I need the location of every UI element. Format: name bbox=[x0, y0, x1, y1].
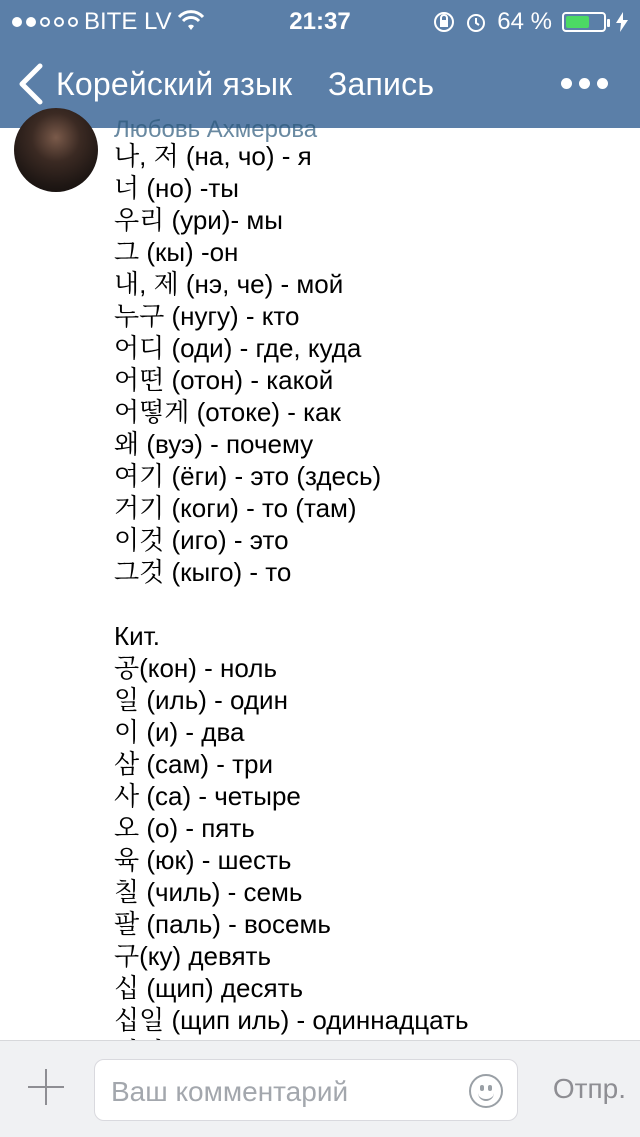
emoji-icon[interactable] bbox=[469, 1074, 503, 1108]
post-text bbox=[114, 140, 634, 1068]
post-line: 구(ку) девять bbox=[114, 941, 272, 971]
post-line: 십 (щип) десять bbox=[114, 973, 304, 1003]
post-line: 어떻게 (отоке) - как bbox=[114, 397, 341, 427]
post-line: 사 (са) - четыре bbox=[114, 781, 301, 811]
post-line: 공(кон) - ноль bbox=[114, 653, 277, 683]
rotation-lock-icon bbox=[433, 11, 455, 33]
post-line: 십일 (щип иль) - одиннадцать bbox=[114, 1005, 469, 1035]
author-name[interactable]: Любовь Ахмерова bbox=[114, 116, 318, 143]
nav-subtitle: Запись bbox=[328, 66, 435, 102]
charging-bolt-icon bbox=[616, 12, 628, 32]
post-line: Кит. bbox=[114, 621, 160, 651]
send-button[interactable]: Отпр. bbox=[552, 1073, 626, 1104]
status-right bbox=[433, 8, 628, 36]
post-line: 육 (юк) - шесть bbox=[114, 845, 292, 875]
post-line: 이것 (иго) - это bbox=[114, 525, 289, 555]
post-line: 그것 (кыго) - то bbox=[114, 557, 292, 587]
back-chevron-icon[interactable] bbox=[16, 62, 46, 106]
post-line: 이 (и) - два bbox=[114, 717, 245, 747]
post-line: 너 (но) -ты bbox=[114, 173, 239, 203]
post-line: 어떤 (отон) - какой bbox=[114, 365, 334, 395]
post-line: 여기 (ёги) - это (здесь) bbox=[114, 461, 382, 491]
post-line: 내, 제 (нэ, че) - мой bbox=[114, 269, 344, 299]
avatar[interactable] bbox=[14, 128, 98, 192]
post-line: 누구 (нугу) - кто bbox=[114, 301, 300, 331]
comment-placeholder: Ваш комментарий bbox=[111, 1076, 349, 1107]
post-content bbox=[0, 116, 640, 1040]
post-line: 오 (о) - пять bbox=[114, 813, 255, 843]
post-line bbox=[114, 588, 634, 620]
post-line: 칠 (чиль) - семь bbox=[114, 877, 303, 907]
post-line: 거기 (коги) - то (там) bbox=[114, 493, 357, 523]
status-time: 21:37 bbox=[289, 8, 351, 35]
more-dots-icon[interactable] bbox=[561, 78, 608, 89]
post-line: 왜 (вуэ) - почему bbox=[114, 429, 314, 459]
nav-title[interactable]: Корейский язык bbox=[56, 66, 293, 102]
post-line: 우리 (ури)- мы bbox=[114, 205, 283, 235]
battery-icon bbox=[562, 12, 606, 32]
comment-bar bbox=[0, 1040, 640, 1137]
post-line: 그 (кы) -он bbox=[114, 237, 239, 267]
top-header bbox=[0, 0, 640, 128]
battery-fill bbox=[566, 16, 589, 28]
post-line: 어디 (оди) - где, куда bbox=[114, 333, 362, 363]
post-line: 팔 (паль) - восемь bbox=[114, 909, 331, 939]
post-line: 나, 저 (на, чо) - я bbox=[114, 141, 312, 171]
comment-input[interactable] bbox=[94, 1059, 518, 1121]
post-line: 일 (иль) - один bbox=[114, 685, 288, 715]
carrier-name: BITE LV bbox=[84, 8, 172, 35]
nav-bar bbox=[0, 40, 640, 128]
battery-percent: 64 % bbox=[497, 8, 552, 35]
alarm-icon bbox=[465, 11, 487, 33]
post-line: 삼 (сам) - три bbox=[114, 749, 273, 779]
status-bar bbox=[0, 0, 640, 40]
add-attachment-icon[interactable] bbox=[28, 1069, 64, 1105]
